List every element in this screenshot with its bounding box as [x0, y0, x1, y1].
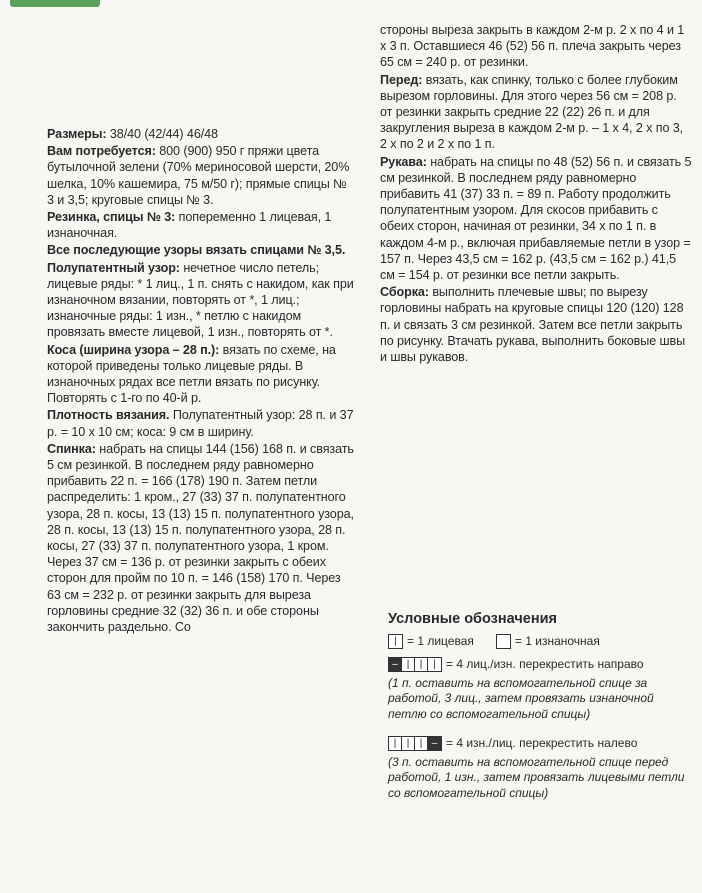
cross-left-label: = 4 изн./лиц. перекрестить налево: [446, 736, 638, 750]
sleeve-value: набрать на спицы по 48 (52) 56 п. и связать 5 см резинкой. В последнем ряду равномерно прибавить 41 (37) 33 п. = 89 п. Работу продолжить полупатентным узором. Для скосов прибавить с обеих сторон, начиная от резинки, 34 х по 1 п. в каждом 4-м р., включая прибавляемые петли в узор = 157 п. Через 43,5 см = 162 р. (43,5 см = 162 р.) 41,5 см = 154 р. от резинки все петли закрыть.: [380, 154, 692, 283]
cross-left-description: (3 п. оставить на вспомогательной спице перед работой, 1 изн., затем провязать лицевыми петли со вспомогательной спицы): [388, 754, 685, 800]
legend-title: Условные обозначения: [388, 611, 557, 627]
rib-paragraph: [47, 209, 355, 241]
back-paragraph: [47, 441, 355, 635]
sizes-paragraph: [47, 126, 355, 142]
left-column: [47, 126, 355, 636]
legend-row-basic: [388, 634, 694, 650]
knit-label: = 1 лицевая: [407, 633, 474, 648]
assembly-value: выполнить плечевые швы; по вырезу горловины набрать на круговые спицы 120 (120) 128 п. и связать 3 см резинкой. Затем все петли закрыть по рисунку. Втачать рукава, выполнить боковые швы и швы рукавов.: [380, 285, 686, 365]
front-paragraph: [380, 72, 692, 153]
rib-label: Резинка, спицы № 3:: [47, 210, 176, 225]
front-value: вязать, как спинку, только с более глубоким вырезом горловины. Для этого через 56 см = 208 р. от резинки закрыть средние 22 (22) 26 п. и для закругления выреза в каждом 2-м р. – 1 х 4, 2 х по 3, 2 х по 2 и 2 х по 1 п.: [380, 72, 684, 152]
braid-value: вязать по схеме, на которой приведены только лицевые ряды. В изнаночных рядах все петли вязать по рисунку. Повторять с 1-го по 40-й р.: [47, 342, 336, 406]
cross-right-label: = 4 лиц./изн. перекрестить направо: [446, 657, 644, 671]
semi-pattern-paragraph: [47, 260, 355, 341]
knit-symbol-glyph: |: [394, 635, 397, 647]
braid-label: Коса (ширина узора – 28 п.):: [47, 342, 220, 357]
sizes-label: Размеры:: [47, 127, 107, 141]
semi-pattern-value: нечетное число петель; лицевые ряды: * 1 лиц., 1 п. снять с накидом, как при изнаночном вязании, повторять от *, 1 лиц.; изнаночные ряды: 1 изн., * петлю с накидом провязать вместе лицевой, 1 изн., повторять от *.: [47, 260, 354, 340]
cross-left-symbol-icon: | | | –: [388, 736, 442, 751]
cross-right-description: (1 п. оставить на вспомогательной спице за работой, 3 лиц., затем провязать изнаночной петлю со вспомогательной спицы): [388, 675, 654, 721]
density-value: Полупатентный узор: 28 п. и 37 р. = 10 х 10 см; коса: 9 см в ширину.: [47, 408, 354, 439]
needs-value: 800 (900) 950 г пряжи цвета бутылочной зелени (70% мериносовой шерсти, 20% шелка, 10% кашемира, 75 м/50 г); прямые спицы № 3 и 3,5; круговые спицы № 3.: [47, 144, 350, 207]
sleeve-paragraph: [380, 154, 692, 284]
braid-paragraph: [47, 342, 355, 407]
density-paragraph: [47, 407, 355, 439]
right-column: [380, 22, 692, 366]
assembly-label: Сборка:: [380, 285, 429, 300]
all-patterns-heading: Все последующие узоры вязать спицами № 3,5.: [47, 243, 346, 258]
back-continuation: стороны выреза закрыть в каждом 2-м р. 2 х по 4 и 1 х 3 п. Оставшиеся 46 (52) 56 п. плеча закрыть через 65 см = 240 р. от резинки.: [380, 23, 685, 70]
sleeve-label: Рукава:: [380, 154, 427, 169]
needs-paragraph: [47, 143, 355, 208]
cross-right-symbol-icon: – | | |: [388, 657, 442, 672]
knit-symbol-icon: [388, 634, 403, 649]
needs-label: Вам потребуется:: [47, 144, 156, 159]
rib-value: попеременно 1 лицевая, 1 изнаночная.: [47, 210, 332, 241]
back-label: Спинка:: [47, 441, 96, 456]
legend-row-cross-right: [388, 657, 694, 673]
purl-symbol-icon: [496, 634, 511, 649]
assembly-paragraph: [380, 284, 692, 365]
semi-pattern-label: Полупатентный узор:: [47, 260, 180, 275]
density-label: Плотность вязания.: [47, 408, 170, 423]
legend-row-cross-left: [388, 736, 694, 752]
front-label: Перед:: [380, 72, 423, 87]
window-tab-stub: [10, 0, 100, 7]
back-value: набрать на спицы 144 (156) 168 п. и связать 5 см резинкой. В последнем ряду равномерно прибавить 22 п. = 166 (178) 190 п. Затем петли распределить: 1 кром., 27 (33) 37 п. полупатентного узора, 28 п. косы, 13 (13) 15 п. полупатентного узора, 28 п. косы, 13 (13) 15 п. полупатентного узора, 28 п. косы, 27 (33) 37 п. полупатентного узора, 1 кром. Через 37 см = 136 р. от резинки закрыть с обеих сторон для пройм по 10 п. = 146 (158) 170 п. Через 63 см = 232 р. от резинки закрыть для выреза горловины средние 32 (32) 36 п. и обе стороны закончить раздельно. Со: [47, 441, 354, 635]
sizes-value: 38/40 (42/44) 46/48: [109, 127, 218, 141]
purl-label: = 1 изнаночная: [514, 633, 600, 648]
legend-section: [388, 612, 694, 809]
